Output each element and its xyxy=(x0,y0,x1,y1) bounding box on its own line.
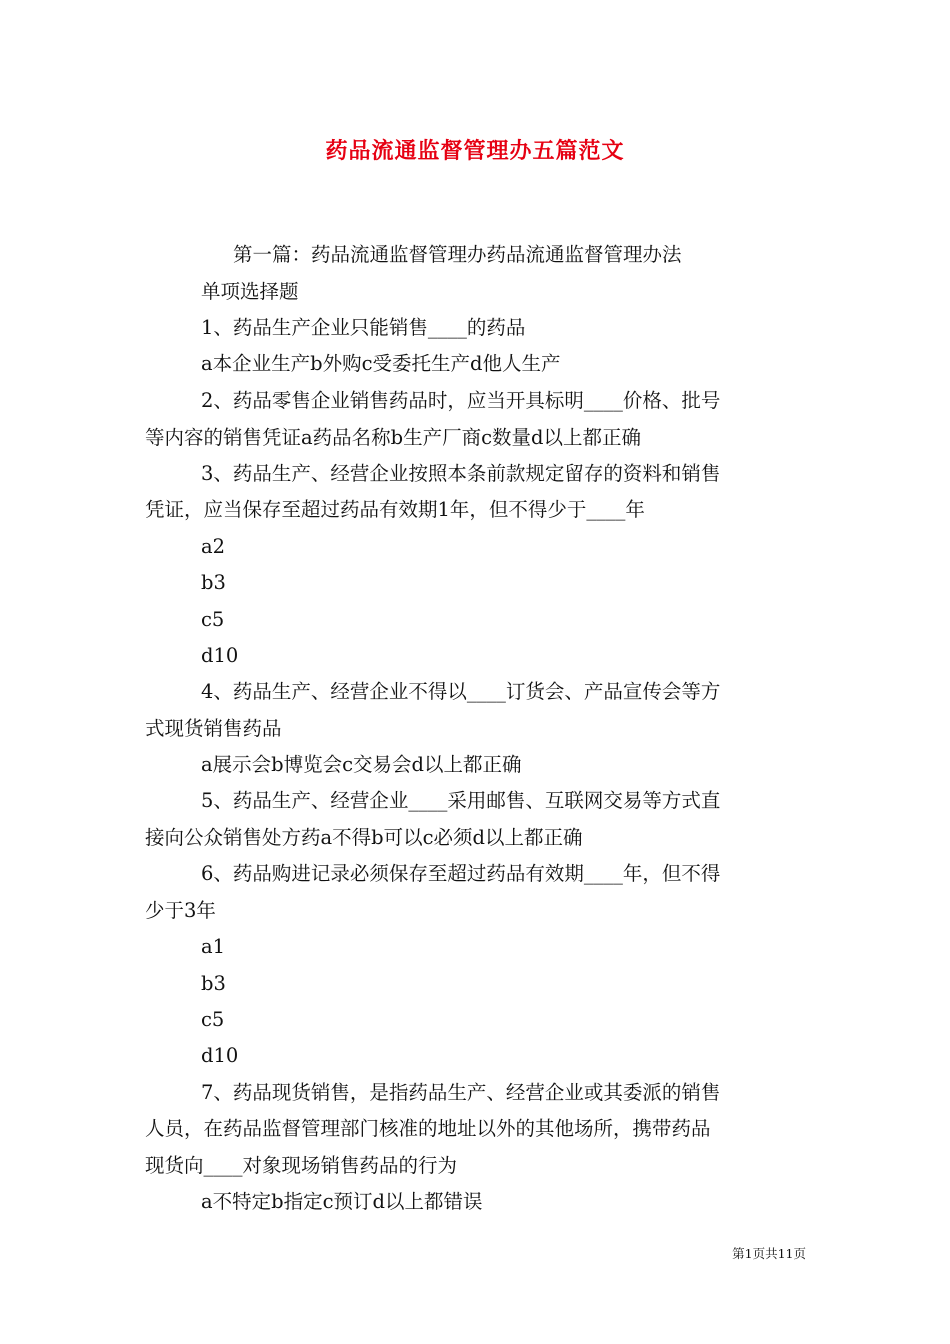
question-2-line-1: 2、药品零售企业销售药品时，应当开具标明____价格、批号 xyxy=(201,389,721,412)
question-3-option-c: c5 xyxy=(201,608,225,631)
question-5-line-1: 5、药品生产、经营企业____采用邮售、互联网交易等方式直 xyxy=(201,789,721,812)
question-6-line-2: 少于3年 xyxy=(145,899,216,922)
question-3-option-d: d10 xyxy=(201,644,239,667)
page-footer: 第1页共11页 xyxy=(732,1246,806,1261)
section-heading: 第一篇：药品流通监督管理办药品流通监督管理办法 xyxy=(233,243,682,266)
question-6-option-a: a1 xyxy=(201,935,226,958)
question-3-option-a: a2 xyxy=(201,535,226,558)
question-2-line-2: 等内容的销售凭证a药品名称b生产厂商c数量d以上都正确 xyxy=(145,426,642,449)
question-type-heading: 单项选择题 xyxy=(201,280,299,303)
question-3-line-2: 凭证，应当保存至超过药品有效期1年，但不得少于____年 xyxy=(145,498,645,521)
question-4-options: a展示会b博览会c交易会d以上都正确 xyxy=(201,753,522,776)
question-3-line-1: 3、药品生产、经营企业按照本条前款规定留存的资料和销售 xyxy=(201,462,721,485)
document-title: 药品流通监督管理办五篇范文 xyxy=(325,138,625,164)
question-4-line-1: 4、药品生产、经营企业不得以____订货会、产品宣传会等方 xyxy=(201,680,721,703)
question-6-option-d: d10 xyxy=(201,1044,239,1067)
question-6-option-b: b3 xyxy=(201,972,226,995)
question-7-line-1: 7、药品现货销售，是指药品生产、经营企业或其委派的销售 xyxy=(201,1081,721,1104)
question-6-line-1: 6、药品购进记录必须保存至超过药品有效期____年，但不得 xyxy=(201,862,721,885)
question-7-line-3: 现货向____对象现场销售药品的行为 xyxy=(145,1154,458,1177)
question-7-line-2: 人员，在药品监督管理部门核准的地址以外的其他场所，携带药品 xyxy=(145,1117,711,1140)
question-1-options: a本企业生产b外购c受委托生产d他人生产 xyxy=(201,352,561,375)
question-6-option-c: c5 xyxy=(201,1008,225,1031)
question-3-option-b: b3 xyxy=(201,571,226,594)
question-5-line-2: 接向公众销售处方药a不得b可以c必须d以上都正确 xyxy=(145,826,583,849)
question-4-line-2: 式现货销售药品 xyxy=(145,717,282,740)
question-7-options: a不特定b指定c预订d以上都错误 xyxy=(201,1190,483,1213)
question-1: 1、药品生产企业只能销售____的药品 xyxy=(201,316,526,339)
